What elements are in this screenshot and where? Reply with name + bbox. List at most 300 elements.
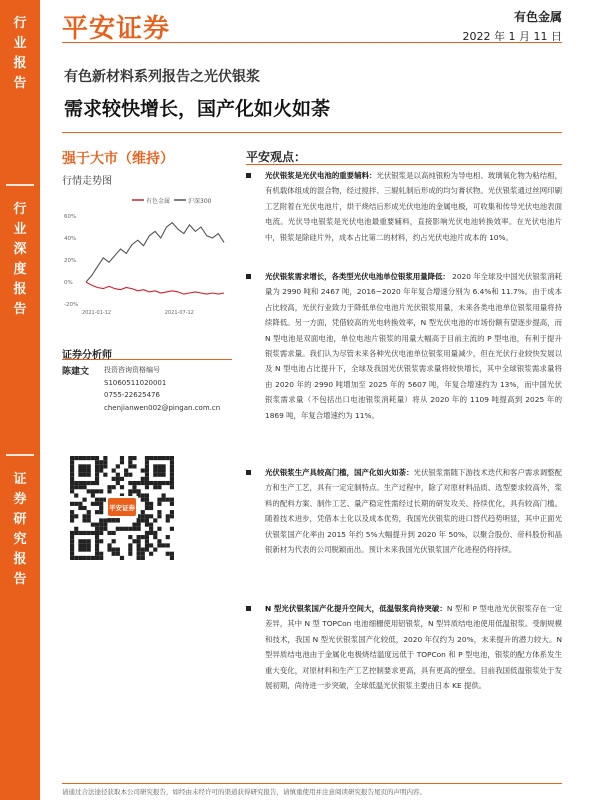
qr-module bbox=[149, 481, 153, 485]
qr-module bbox=[141, 552, 145, 556]
analyst-name: 陈建文 bbox=[62, 367, 90, 377]
x-tick-label: 2021-01-12 bbox=[82, 310, 112, 316]
paragraph-text bbox=[246, 269, 562, 423]
qr-module bbox=[107, 485, 111, 489]
qr-module bbox=[157, 498, 161, 502]
qr-module bbox=[153, 485, 157, 489]
qr-module bbox=[128, 464, 132, 468]
qr-module bbox=[137, 523, 141, 527]
qr-module bbox=[99, 464, 103, 468]
qr-module bbox=[99, 460, 103, 464]
qr-module bbox=[74, 456, 78, 460]
qr-module bbox=[70, 510, 74, 514]
qr-module bbox=[78, 502, 82, 506]
qr-module bbox=[157, 510, 161, 514]
qr-module bbox=[132, 489, 136, 493]
paragraph-lead: 光伏银浆是光伏电池的重要辅料： bbox=[265, 171, 377, 180]
main-title: 需求较快增长，国产化如火如荼 bbox=[64, 98, 331, 120]
qr-module bbox=[87, 539, 91, 543]
sidebar-char: 告 bbox=[13, 572, 27, 587]
qr-module bbox=[70, 468, 74, 472]
sidebar-char: 业 bbox=[13, 222, 27, 237]
qr-module bbox=[95, 468, 99, 472]
qr-module bbox=[87, 489, 91, 493]
qr-module bbox=[166, 481, 170, 485]
qr-module bbox=[132, 523, 136, 527]
footer-disclaimer: 请通过合法途径获取本公司研究报告，如经由未经许可的渠道获得研究报告，请慎重使用并注意阅读研究报告尾页的声明内容。 bbox=[62, 788, 426, 796]
qr-module bbox=[141, 556, 145, 560]
sidebar-char: 告 bbox=[13, 302, 27, 317]
qr-module bbox=[95, 539, 99, 543]
viewpoint-title: 平安观点： bbox=[246, 150, 307, 164]
qr-module bbox=[82, 531, 86, 535]
qr-module bbox=[70, 477, 74, 481]
qr-module bbox=[103, 456, 107, 460]
qr-module bbox=[170, 473, 174, 477]
chart-series bbox=[86, 223, 224, 295]
legend-label-series-0: 有色金属 bbox=[146, 198, 171, 205]
qr-module bbox=[149, 527, 153, 531]
qr-module bbox=[157, 539, 161, 543]
qr-module bbox=[166, 535, 170, 539]
qr-module bbox=[103, 464, 107, 468]
qr-module bbox=[91, 493, 95, 497]
rating-label: 强于大市（维持） bbox=[62, 151, 174, 167]
qr-module bbox=[145, 539, 149, 543]
sidebar-char: 告 bbox=[13, 76, 27, 91]
qr-module bbox=[153, 464, 157, 468]
qr-module bbox=[141, 468, 145, 472]
paragraph-body: N 型和 P 型电池光伏银浆存在一定差异，其中 N 型 TOPCon 电池细栅使用铝银浆，N 型异质结电池使用低温银浆。受制规模和技术，我国 N 型光伏银浆国产化较低，2020 年仅约为 20%，未来提升的潜力较大。N 型异质结电池由于金属化电极烧结温度远低于 TOPCon 和 P 型电池，银浆的配方体系发生重大变化，对原材料和生产工艺控制要求更高，具有更高的壁垒。目前我国低温银浆处于发展初期，尚待进一步突破，全球低温光伏银浆主要由日本 KE 提供。 bbox=[265, 604, 562, 691]
viewpoint-paragraph-4 bbox=[246, 601, 562, 693]
paragraph-text bbox=[246, 465, 562, 557]
qr-module bbox=[170, 498, 174, 502]
qr-module bbox=[87, 464, 91, 468]
qr-module bbox=[70, 543, 74, 547]
qr-module bbox=[95, 552, 99, 556]
qr-module bbox=[145, 543, 149, 547]
qr-module bbox=[116, 552, 120, 556]
x-tick-label: 2021-07-12 bbox=[164, 310, 194, 316]
qr-module bbox=[170, 481, 174, 485]
qr-module bbox=[103, 527, 107, 531]
qr-module bbox=[162, 473, 166, 477]
qr-module bbox=[82, 498, 86, 502]
qr-module bbox=[107, 531, 111, 535]
qr-module bbox=[70, 552, 74, 556]
qr-module bbox=[91, 531, 95, 535]
qr-module bbox=[141, 535, 145, 539]
qr-module bbox=[137, 489, 141, 493]
qr-module bbox=[132, 464, 136, 468]
qr-module bbox=[162, 498, 166, 502]
sidebar-char: 深 bbox=[13, 242, 27, 257]
trend-chart-title: 行情走势图 bbox=[62, 176, 112, 187]
analyst-section-title: 证券分析师 bbox=[62, 350, 112, 361]
qr-module bbox=[112, 518, 116, 522]
qr-module bbox=[145, 493, 149, 497]
qr-module bbox=[103, 518, 107, 522]
sidebar-char: 究 bbox=[13, 532, 27, 547]
qr-module bbox=[70, 514, 74, 518]
qr-module bbox=[95, 548, 99, 552]
y-tick-label: 20% bbox=[64, 258, 77, 264]
qr-module bbox=[153, 518, 157, 522]
bullet-icon bbox=[246, 274, 251, 279]
qr-module bbox=[82, 464, 86, 468]
qr-module bbox=[91, 456, 95, 460]
qr-module bbox=[166, 552, 170, 556]
qr-module bbox=[149, 523, 153, 527]
legend-label-series-1: 沪深300 bbox=[188, 198, 212, 205]
qr-module bbox=[145, 464, 149, 468]
sidebar-char: 度 bbox=[13, 262, 27, 277]
analyst-contact bbox=[104, 364, 220, 414]
qr-module bbox=[95, 502, 99, 506]
paragraph-body: 2020 年全球及中国光伏银浆消耗量为 2990 吨和 2467 吨，2016~2020 年年复合增速分别为 6.4%和 11.7%。由于成本占比较高，光伏行业致力于降低单位电池片光伏银浆用量，未来各类电池单位银浆用量将持续降低。另一方面，凭借较高的光电转换效率，N 型光伏电池的市场份额有望逐步提高，而 N 型电池是双面电池，单位电池片银浆的用量大幅高于目前主流的 P 型电池，有利于提升银浆需求量。我们认为尽管未来各种光伏电池单位银浆用量减少，但在光伏行业较快发展以及 N 型电池占比提升下，全球及我国光伏银浆需求量将较快增长，其中全球银浆需求量将由 2020 年的 2990 吨增加至 2025 年的 5607 吨，年复合增速约为 13%，而中国光伏银浆需求量（不包括出口电池银浆消耗量）将从 2020 年的 1109 吨提高到 2025 年的 1869 吨，年复合增速约为 11%。 bbox=[265, 272, 562, 420]
qr-module bbox=[112, 468, 116, 472]
qr-module bbox=[87, 543, 91, 547]
qr-module bbox=[128, 473, 132, 477]
qr-module bbox=[78, 548, 82, 552]
analyst-role: 投资咨询资格编号 bbox=[104, 366, 160, 374]
sidebar-char: 报 bbox=[13, 56, 27, 71]
qr-module bbox=[157, 485, 161, 489]
qr-module bbox=[120, 477, 124, 481]
qr-module bbox=[95, 464, 99, 468]
sidebar-char: 券 bbox=[13, 492, 27, 507]
qr-module bbox=[149, 531, 153, 535]
qr-module bbox=[145, 460, 149, 464]
qr-module bbox=[70, 456, 74, 460]
qr-module bbox=[145, 523, 149, 527]
qr-module bbox=[82, 481, 86, 485]
qr-module bbox=[82, 473, 86, 477]
qr-module bbox=[112, 548, 116, 552]
paragraph-text bbox=[246, 168, 562, 245]
qr-module bbox=[99, 498, 103, 502]
qr-module bbox=[74, 481, 78, 485]
qr-module bbox=[141, 477, 145, 481]
qr-module bbox=[170, 456, 174, 460]
paragraph-lead: 光伏银浆生产具较高门槛，国产化如火如荼： bbox=[265, 468, 414, 477]
qr-module bbox=[99, 468, 103, 472]
qr-module bbox=[78, 473, 82, 477]
qr-module bbox=[116, 548, 120, 552]
paragraph-lead: 光伏银浆需求增长，各类型光伏电池单位银浆用量降低： bbox=[265, 272, 450, 281]
qr-module bbox=[95, 477, 99, 481]
x-axis-ticks bbox=[82, 310, 194, 316]
viewpoint-paragraph-1 bbox=[246, 168, 562, 245]
qr-module bbox=[116, 477, 120, 481]
qr-module bbox=[137, 527, 141, 531]
qr-module bbox=[91, 502, 95, 506]
qr-module bbox=[145, 477, 149, 481]
qr-module bbox=[74, 485, 78, 489]
bullet-icon bbox=[246, 173, 251, 178]
qr-module bbox=[145, 506, 149, 510]
qr-module bbox=[74, 493, 78, 497]
qr-module bbox=[170, 477, 174, 481]
qr-module bbox=[107, 489, 111, 493]
qr-module bbox=[157, 527, 161, 531]
qr-module bbox=[137, 543, 141, 547]
qr-module bbox=[149, 552, 153, 556]
qr-module bbox=[162, 468, 166, 472]
sidebar-char: 业 bbox=[13, 36, 27, 51]
qr-module bbox=[170, 502, 174, 506]
qr-module bbox=[70, 489, 74, 493]
qr-module bbox=[70, 473, 74, 477]
qr-module bbox=[95, 481, 99, 485]
bullet-icon bbox=[246, 606, 251, 611]
qr-module bbox=[95, 510, 99, 514]
qr-module bbox=[120, 527, 124, 531]
qr-module bbox=[141, 548, 145, 552]
qr-module bbox=[78, 506, 82, 510]
paragraph-body: 光伏银浆是以高纯银粉为导电相、玻璃氧化物为粘结相，有机载体组成的混合物，经过搅拌、三辊轧制后形成的均匀膏状物。光伏银浆通过丝网印刷工艺附着在光伏电池片，烘干烧结后形成光伏电池的金属电极，可收集和传导光伏电池表面电流。光伏导电银浆是光伏电池最重要辅料，直接影响光伏电池转换效率。在光伏电池片中，银浆是除硅片外，成本占比第二的材料，约占光伏电池片成本的 10%。 bbox=[265, 171, 562, 242]
qr-module bbox=[70, 481, 74, 485]
qr-module bbox=[128, 456, 132, 460]
qr-module bbox=[153, 468, 157, 472]
qr-module bbox=[137, 518, 141, 522]
analyst-email[interactable]: chenjianwen002@pingan.com.cn bbox=[104, 403, 221, 412]
qr-module bbox=[91, 523, 95, 527]
qr-module bbox=[166, 543, 170, 547]
sidebar-label-industry-report bbox=[0, 14, 40, 94]
qr-module bbox=[87, 556, 91, 560]
analyst-phone: 0755-22625476 bbox=[104, 391, 160, 399]
sidebar-char: 研 bbox=[13, 512, 27, 527]
paragraph-lead: N 型光伏银浆国产化提升空间大，低温银浆尚待突破： bbox=[265, 604, 447, 613]
sidebar bbox=[0, 0, 40, 800]
qr-module bbox=[103, 473, 107, 477]
qr-module bbox=[128, 460, 132, 464]
qr-module bbox=[95, 527, 99, 531]
header-divider bbox=[62, 42, 562, 43]
qr-module bbox=[145, 518, 149, 522]
qr-module bbox=[116, 481, 120, 485]
qr-module bbox=[166, 498, 170, 502]
qr-module bbox=[141, 498, 145, 502]
qr-module bbox=[137, 481, 141, 485]
qr-module bbox=[137, 539, 141, 543]
qr-module bbox=[107, 543, 111, 547]
qr-module bbox=[95, 456, 99, 460]
qr-module bbox=[157, 502, 161, 506]
qr-module bbox=[137, 535, 141, 539]
qr-module bbox=[87, 510, 91, 514]
qr-module bbox=[95, 531, 99, 535]
qr-module bbox=[162, 481, 166, 485]
qr-module bbox=[78, 456, 82, 460]
qr-module bbox=[74, 556, 78, 560]
qr-module bbox=[112, 477, 116, 481]
bullet-icon bbox=[246, 470, 251, 475]
sidebar-divider bbox=[6, 454, 34, 456]
qr-module bbox=[82, 506, 86, 510]
qr-module bbox=[149, 543, 153, 547]
qr-module bbox=[116, 473, 120, 477]
qr-module bbox=[95, 460, 99, 464]
qr-code[interactable] bbox=[70, 456, 174, 560]
footer-divider bbox=[62, 783, 562, 784]
sidebar-char: 报 bbox=[13, 282, 27, 297]
paragraph-text bbox=[246, 601, 562, 693]
qr-module bbox=[157, 543, 161, 547]
qr-module bbox=[153, 531, 157, 535]
qr-module bbox=[78, 556, 82, 560]
qr-module bbox=[145, 498, 149, 502]
qr-module bbox=[149, 502, 153, 506]
qr-module bbox=[70, 556, 74, 560]
qr-module bbox=[99, 552, 103, 556]
qr-module bbox=[82, 514, 86, 518]
qr-module bbox=[78, 485, 82, 489]
qr-module bbox=[70, 539, 74, 543]
qr-module bbox=[166, 456, 170, 460]
qr-module bbox=[95, 498, 99, 502]
qr-module bbox=[153, 456, 157, 460]
qr-module bbox=[103, 460, 107, 464]
qr-module bbox=[157, 464, 161, 468]
analyst-divider bbox=[62, 359, 232, 360]
qr-module bbox=[116, 518, 120, 522]
qr-module bbox=[116, 527, 120, 531]
qr-module bbox=[78, 468, 82, 472]
qr-module bbox=[145, 514, 149, 518]
qr-module bbox=[145, 485, 149, 489]
qr-module bbox=[112, 485, 116, 489]
qr-module bbox=[95, 523, 99, 527]
qr-module bbox=[99, 527, 103, 531]
qr-module bbox=[70, 464, 74, 468]
qr-module bbox=[166, 518, 170, 522]
qr-module bbox=[153, 473, 157, 477]
sidebar-char: 行 bbox=[13, 16, 27, 31]
qr-module bbox=[141, 481, 145, 485]
qr-module bbox=[107, 548, 111, 552]
qr-module bbox=[137, 556, 141, 560]
qr-module bbox=[157, 468, 161, 472]
qr-module bbox=[145, 535, 149, 539]
qr-module bbox=[70, 485, 74, 489]
qr-module bbox=[70, 535, 74, 539]
qr-module bbox=[132, 527, 136, 531]
qr-module bbox=[99, 502, 103, 506]
qr-module bbox=[170, 556, 174, 560]
qr-module bbox=[170, 464, 174, 468]
qr-module bbox=[170, 460, 174, 464]
qr-module bbox=[70, 502, 74, 506]
qr-module bbox=[99, 523, 103, 527]
analyst-license: S1060511020001 bbox=[104, 378, 167, 387]
qr-module bbox=[153, 535, 157, 539]
qr-module bbox=[91, 556, 95, 560]
qr-module bbox=[128, 548, 132, 552]
qr-module bbox=[120, 485, 124, 489]
qr-module bbox=[141, 514, 145, 518]
qr-module bbox=[128, 535, 132, 539]
qr-module bbox=[87, 548, 91, 552]
qr-module bbox=[157, 473, 161, 477]
qr-module bbox=[87, 514, 91, 518]
qr-module bbox=[70, 518, 74, 522]
qr-module bbox=[82, 456, 86, 460]
sidebar-char: 证 bbox=[13, 472, 27, 487]
qr-module bbox=[87, 481, 91, 485]
qr-module bbox=[162, 464, 166, 468]
qr-module bbox=[74, 531, 78, 535]
qr-module bbox=[149, 456, 153, 460]
title-divider bbox=[62, 132, 562, 133]
qr-module bbox=[120, 556, 124, 560]
qr-module bbox=[78, 464, 82, 468]
qr-module bbox=[112, 552, 116, 556]
qr-module bbox=[141, 493, 145, 497]
qr-module bbox=[149, 506, 153, 510]
qr-module bbox=[99, 539, 103, 543]
qr-module bbox=[170, 552, 174, 556]
qr-module bbox=[78, 543, 82, 547]
qr-module bbox=[145, 468, 149, 472]
qr-module bbox=[82, 518, 86, 522]
qr-module bbox=[82, 556, 86, 560]
qr-module bbox=[120, 456, 124, 460]
qr-module bbox=[70, 531, 74, 535]
qr-module bbox=[141, 510, 145, 514]
sidebar-label-industry-depth-report bbox=[0, 200, 40, 320]
qr-module bbox=[99, 518, 103, 522]
qr-module bbox=[128, 489, 132, 493]
qr-module bbox=[82, 539, 86, 543]
qr-module bbox=[87, 456, 91, 460]
sidebar-label-securities-research-report bbox=[0, 470, 40, 590]
qr-module bbox=[145, 456, 149, 460]
qr-module bbox=[91, 489, 95, 493]
qr-module bbox=[91, 481, 95, 485]
qr-module bbox=[107, 518, 111, 522]
y-tick-label: 60% bbox=[64, 214, 77, 220]
qr-module bbox=[95, 489, 99, 493]
y-tick-label: 0% bbox=[64, 280, 73, 286]
qr-module bbox=[82, 543, 86, 547]
qr-module bbox=[99, 556, 103, 560]
qr-module bbox=[112, 531, 116, 535]
series-line bbox=[86, 223, 224, 282]
qr-module bbox=[157, 456, 161, 460]
qr-module bbox=[145, 473, 149, 477]
qr-module bbox=[95, 556, 99, 560]
qr-module bbox=[120, 460, 124, 464]
qr-module bbox=[99, 506, 103, 510]
qr-module bbox=[162, 456, 166, 460]
qr-module bbox=[166, 514, 170, 518]
qr-module bbox=[124, 468, 128, 472]
report-date: 2022 年 1 月 11 日 bbox=[462, 30, 562, 43]
qr-module bbox=[170, 468, 174, 472]
qr-module bbox=[170, 485, 174, 489]
qr-module bbox=[132, 481, 136, 485]
qr-module bbox=[141, 518, 145, 522]
paragraph-body: 光伏银浆需随下游技术迭代和客户需求调整配方和生产工艺，具有一定定制特点。生产过程中，除了对原材料品质、选型要求较高外，浆料的配料方案、制作工艺、量产稳定性需经过长期的研发攻关、持续优化，具有较高门槛。随着技术进步，凭借本土化以及成本优势，我国光伏银浆的进口替代趋势明显，其中正面光伏银浆国产化率由 2015 年约 5%大幅提升到 2020 年 50%，以聚合股份、帝科股份和晶银新材为代表的公司脱颖而出。预计未来我国光伏银浆国产化进程仍将持续。 bbox=[265, 468, 562, 555]
qr-module bbox=[95, 473, 99, 477]
series-title: 有色新材料系列报告之光伏银浆 bbox=[64, 69, 260, 85]
qr-module bbox=[87, 518, 91, 522]
qr-module bbox=[82, 468, 86, 472]
qr-module bbox=[170, 514, 174, 518]
qr-logo-text: 平安证券 bbox=[109, 504, 135, 512]
